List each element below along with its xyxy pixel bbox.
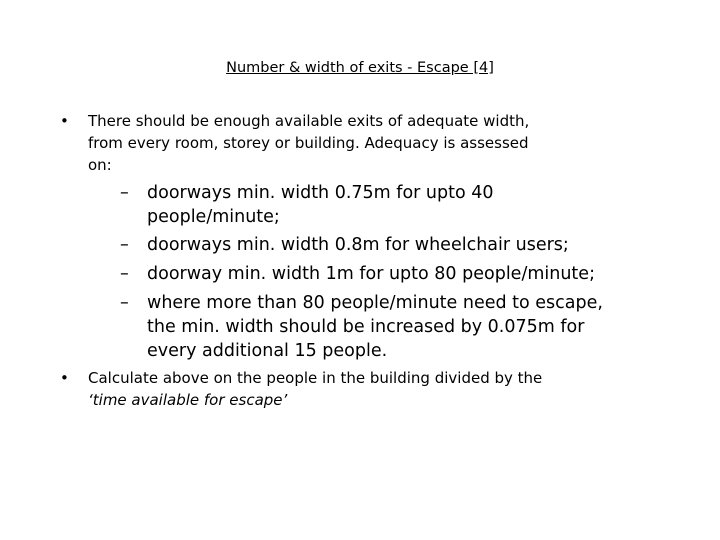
bullet-1-line-2: from every room, storey or building. Adequacy is assessed <box>88 134 529 152</box>
bullet-icon: • <box>60 369 69 387</box>
subitem-4-line-2: the min. width should be increased by 0.075m for <box>147 317 585 337</box>
subitem-1-line-1: doorways min. width 0.75m for upto 40 <box>147 183 494 203</box>
subitem-4-line-1: where more than 80 people/minute need to escape, <box>147 293 603 313</box>
bullet-2-line-1: Calculate above on the people in the building divided by the <box>88 369 543 387</box>
bullet-2-line-2 <box>88 391 287 409</box>
bullet-icon: • <box>60 112 69 130</box>
subitem-2-line-1: doorways min. width 0.8m for wheelchair users; <box>147 235 569 255</box>
bullet-1-line-3: on: <box>88 156 112 174</box>
slide-title-text: Number & width of exits - Escape [4] <box>226 60 494 76</box>
dash-icon: – <box>120 235 129 255</box>
slide-title <box>0 60 720 76</box>
bullet-1-line-1: There should be enough available exits of adequate width, <box>88 112 530 130</box>
subitem-3-line-1: doorway min. width 1m for upto 80 people/minute; <box>147 264 595 284</box>
subitem-1-line-2: people/minute; <box>147 207 280 227</box>
dash-icon: – <box>120 264 129 284</box>
bullet-2-italic-text: ‘time available for escape’ <box>88 391 288 409</box>
dash-icon: – <box>120 183 129 203</box>
subitem-4-line-3: every additional 15 people. <box>147 341 388 361</box>
dash-icon: – <box>120 293 129 313</box>
